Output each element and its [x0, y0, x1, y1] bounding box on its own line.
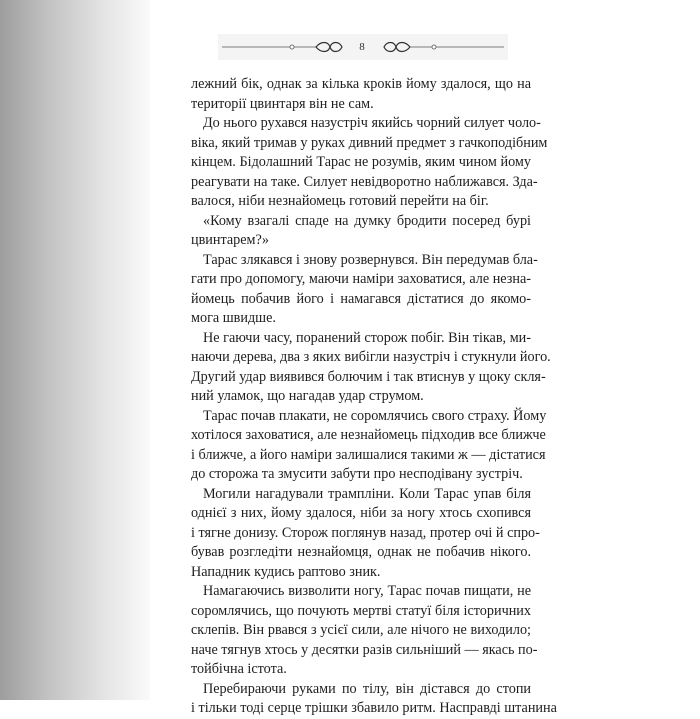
text-line: До нього рухався назустріч якийсь чорний силует чоло-: [203, 115, 541, 131]
page-gutter-shadow: [0, 0, 160, 700]
text-line: реагувати на таке. Силует невідворотно наближався. Зда-: [191, 173, 538, 190]
text-line: території цвинтаря він не сам.: [191, 95, 374, 112]
text-line: кінцем. Бідолашний Тарас не розумів, яким чином йому: [191, 154, 531, 170]
text-line: тойбічна істота.: [191, 661, 287, 677]
text-line: хотілося заховатися, але незнайомець підходив все ближче: [191, 427, 546, 443]
text-line: наче тягнув хтось у десятки разів сильніший — якась по-: [191, 641, 538, 658]
text-line: соромлячись, що почують мертві статуї біля історичних: [191, 602, 531, 619]
text-line: однієї з них, йому здалося, ніби за ногу хтось схопився: [191, 505, 531, 521]
page-number: 8: [359, 41, 365, 53]
text-line: «Кому взагалі спаде на думку бродити посеред бурі: [203, 212, 531, 229]
text-line: Тарас почав плакати, не соромлячись свого страху. Йому: [203, 407, 547, 424]
text-line: Другий удар виявився болючим і так втиснув у щоку скля-: [191, 368, 546, 385]
text-line: склепів. Він рвався з усієї сили, але нічого не виходило;: [191, 622, 531, 638]
text-line: до сторожа та змусити забути про несподівану зустріч.: [191, 466, 523, 482]
text-line: Могили нагадували трампліни. Коли Тарас упав біля: [203, 485, 531, 502]
text-line: мога швидше.: [191, 310, 276, 326]
body-text: [191, 75, 557, 719]
text-line: валося, ніби незнайомець готовий перейти на біг.: [191, 193, 489, 209]
text-line: йомець побачив його і намагався дістатися до якомо-: [191, 290, 531, 307]
text-line: ний уламок, що нагадав удар струмом.: [191, 388, 424, 404]
text-line: Нападник кудись раптово зник.: [191, 563, 381, 580]
text-line: Не гаючи часу, поранений сторож побіг. Він тікав, ми-: [203, 329, 531, 346]
text-line: лежний бік, однак за кілька кроків йому здалося, що на: [191, 76, 531, 92]
text-line: Тарас злякався і знову розвернувся. Він передумав бла-: [203, 251, 538, 268]
text-line: цвинтарем?»: [191, 232, 269, 248]
text-line: Перебираючи руками по тілу, він дістався до стопи: [203, 680, 531, 697]
text-line: гати про допомогу, маючи наміри заховатися, але незна-: [191, 271, 531, 287]
text-line: і ближче, а його наміри залишалися такими ж — дістатися: [191, 446, 546, 463]
text-line: Намагаючись визволити ногу, Тарас почав пищати, не: [203, 583, 531, 599]
text-line: і тягне донизу. Сторож поглянув назад, протер очі й спро-: [191, 524, 540, 541]
text-line: віка, який тримав у руках дивний предмет з гачкоподібним: [191, 134, 548, 151]
text-line: бував розгледіти незнайомця, однак не побачив нікого.: [191, 544, 531, 560]
text-line: і тільки тоді серце трішки збавило ритм. Насправді штанина: [191, 700, 557, 716]
text-line: наючи дерева, два з яких вибігли назустріч і стукнули його.: [191, 349, 551, 365]
